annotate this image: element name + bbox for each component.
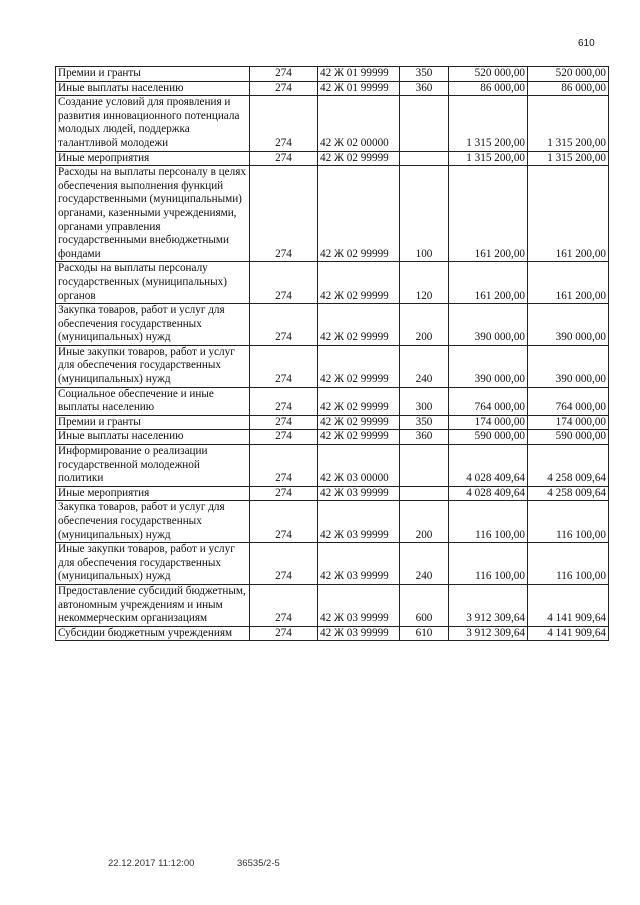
- budget-table: [55, 66, 609, 641]
- row-vr-cell: 120: [400, 262, 449, 304]
- row-csr-cell: 42 Ж 03 99999: [318, 486, 400, 501]
- row-csr-cell: 42 Ж 03 00000: [318, 445, 400, 487]
- row-csr-cell: 42 Ж 02 99999: [318, 262, 400, 304]
- row-sum-2017-cell: 4 028 409,64: [449, 445, 528, 487]
- row-name-cell: Субсидии бюджетным учреждениям: [56, 626, 250, 641]
- row-vr-cell: [400, 445, 449, 487]
- row-vr-cell: 200: [400, 304, 449, 346]
- row-ved-cell: 274: [250, 345, 318, 387]
- row-vr-cell: 600: [400, 584, 449, 626]
- row-sum-2017-cell: 390 000,00: [449, 345, 528, 387]
- row-csr-cell: 42 Ж 02 99999: [318, 345, 400, 387]
- row-sum-2017-cell: 161 200,00: [449, 262, 528, 304]
- row-sum-2018-cell: 590 000,00: [528, 430, 609, 445]
- row-vr-cell: 360: [400, 430, 449, 445]
- row-vr-cell: 350: [400, 415, 449, 430]
- row-name-cell: Информирование о реализации государственной молодежной политики: [56, 445, 250, 487]
- footer-doc-code: 36535/2-5: [237, 858, 280, 869]
- table-row: [56, 151, 609, 166]
- row-sum-2017-cell: 3 912 309,64: [449, 584, 528, 626]
- row-csr-cell: 42 Ж 03 99999: [318, 584, 400, 626]
- row-csr-cell: 42 Ж 02 99999: [318, 415, 400, 430]
- table-row: [56, 626, 609, 641]
- table-row: [56, 415, 609, 430]
- table-row: [56, 543, 609, 585]
- table-row: [56, 486, 609, 501]
- row-sum-2017-cell: 4 028 409,64: [449, 486, 528, 501]
- row-ved-cell: 274: [250, 166, 318, 262]
- table-row: [56, 430, 609, 445]
- table-row: [56, 445, 609, 487]
- budget-table-body: [56, 67, 609, 641]
- row-sum-2018-cell: 4 141 909,64: [528, 584, 609, 626]
- row-sum-2018-cell: 390 000,00: [528, 345, 609, 387]
- row-sum-2017-cell: 161 200,00: [449, 166, 528, 262]
- row-csr-cell: 42 Ж 01 99999: [318, 67, 400, 82]
- row-name-cell: Иные выплаты населению: [56, 81, 250, 96]
- row-name-cell: Социальное обеспечение и иные выплаты населению: [56, 387, 250, 415]
- row-sum-2018-cell: 764 000,00: [528, 387, 609, 415]
- row-sum-2018-cell: 4 258 009,64: [528, 486, 609, 501]
- row-sum-2018-cell: 1 315 200,00: [528, 96, 609, 151]
- row-name-cell: Создание условий для проявления и развития инновационного потенциала молодых людей, поддержка талантливой молодежи: [56, 96, 250, 151]
- row-vr-cell: 300: [400, 387, 449, 415]
- row-sum-2018-cell: 161 200,00: [528, 262, 609, 304]
- row-ved-cell: 274: [250, 501, 318, 543]
- row-sum-2017-cell: 116 100,00: [449, 501, 528, 543]
- row-sum-2017-cell: 1 315 200,00: [449, 151, 528, 166]
- row-name-cell: Расходы на выплаты персоналу в целях обеспечения выполнения функций государственными (муниципальными) органами, казенными учреждениями, органами управления государственными внебюджетными фондами: [56, 166, 250, 262]
- row-csr-cell: 42 Ж 03 99999: [318, 543, 400, 585]
- row-sum-2017-cell: 764 000,00: [449, 387, 528, 415]
- row-vr-cell: 610: [400, 626, 449, 641]
- row-ved-cell: 274: [250, 543, 318, 585]
- row-sum-2017-cell: 3 912 309,64: [449, 626, 528, 641]
- row-csr-cell: 42 Ж 02 99999: [318, 387, 400, 415]
- table-row: [56, 584, 609, 626]
- row-vr-cell: 360: [400, 81, 449, 96]
- row-sum-2018-cell: 116 100,00: [528, 501, 609, 543]
- row-ved-cell: 274: [250, 81, 318, 96]
- row-name-cell: Иные выплаты населению: [56, 430, 250, 445]
- row-ved-cell: 274: [250, 430, 318, 445]
- table-row: [56, 166, 609, 262]
- row-ved-cell: 274: [250, 486, 318, 501]
- row-sum-2017-cell: 116 100,00: [449, 543, 528, 585]
- row-sum-2018-cell: 116 100,00: [528, 543, 609, 585]
- row-sum-2018-cell: 4 141 909,64: [528, 626, 609, 641]
- page-number: 610: [578, 38, 595, 49]
- row-sum-2017-cell: 590 000,00: [449, 430, 528, 445]
- table-row: [56, 262, 609, 304]
- row-csr-cell: 42 Ж 01 99999: [318, 81, 400, 96]
- row-ved-cell: 274: [250, 626, 318, 641]
- row-name-cell: Иные мероприятия: [56, 486, 250, 501]
- row-sum-2018-cell: 520 000,00: [528, 67, 609, 82]
- row-sum-2017-cell: 1 315 200,00: [449, 96, 528, 151]
- row-csr-cell: 42 Ж 02 99999: [318, 166, 400, 262]
- row-ved-cell: 274: [250, 67, 318, 82]
- row-csr-cell: 42 Ж 03 99999: [318, 501, 400, 543]
- row-sum-2018-cell: 86 000,00: [528, 81, 609, 96]
- row-sum-2018-cell: 161 200,00: [528, 166, 609, 262]
- footer-datetime: 22.12.2017 11:12:00: [108, 858, 195, 869]
- row-ved-cell: 274: [250, 96, 318, 151]
- row-csr-cell: 42 Ж 02 99999: [318, 430, 400, 445]
- row-name-cell: Иные закупки товаров, работ и услуг для обеспечения государственных (муниципальных) нужд: [56, 345, 250, 387]
- table-row: [56, 67, 609, 82]
- row-csr-cell: 42 Ж 02 00000: [318, 96, 400, 151]
- row-sum-2017-cell: 86 000,00: [449, 81, 528, 96]
- row-name-cell: Премии и гранты: [56, 67, 250, 82]
- table-row: [56, 304, 609, 346]
- row-name-cell: Иные мероприятия: [56, 151, 250, 166]
- row-ved-cell: 274: [250, 415, 318, 430]
- row-name-cell: Расходы на выплаты персоналу государственных (муниципальных) органов: [56, 262, 250, 304]
- row-vr-cell: [400, 151, 449, 166]
- row-ved-cell: 274: [250, 445, 318, 487]
- row-name-cell: Закупка товаров, работ и услуг для обеспечения государственных (муниципальных) нужд: [56, 304, 250, 346]
- row-vr-cell: 200: [400, 501, 449, 543]
- row-vr-cell: 100: [400, 166, 449, 262]
- row-sum-2017-cell: 390 000,00: [449, 304, 528, 346]
- row-csr-cell: 42 Ж 02 99999: [318, 304, 400, 346]
- row-ved-cell: 274: [250, 584, 318, 626]
- row-name-cell: Иные закупки товаров, работ и услуг для обеспечения государственных (муниципальных) нужд: [56, 543, 250, 585]
- row-ved-cell: 274: [250, 387, 318, 415]
- table-row: [56, 96, 609, 151]
- row-sum-2017-cell: 174 000,00: [449, 415, 528, 430]
- row-ved-cell: 274: [250, 151, 318, 166]
- row-sum-2017-cell: 520 000,00: [449, 67, 528, 82]
- row-vr-cell: 240: [400, 543, 449, 585]
- row-vr-cell: 240: [400, 345, 449, 387]
- table-row: [56, 501, 609, 543]
- row-ved-cell: 274: [250, 262, 318, 304]
- table-row: [56, 345, 609, 387]
- row-vr-cell: [400, 96, 449, 151]
- row-sum-2018-cell: 4 258 009,64: [528, 445, 609, 487]
- row-sum-2018-cell: 174 000,00: [528, 415, 609, 430]
- table-row: [56, 81, 609, 96]
- row-name-cell: Премии и гранты: [56, 415, 250, 430]
- row-csr-cell: 42 Ж 03 99999: [318, 626, 400, 641]
- row-sum-2018-cell: 390 000,00: [528, 304, 609, 346]
- row-name-cell: Предоставление субсидий бюджетным, автономным учреждениям и иным некоммерческим организациям: [56, 584, 250, 626]
- row-name-cell: Закупка товаров, работ и услуг для обеспечения государственных (муниципальных) нужд: [56, 501, 250, 543]
- row-vr-cell: 350: [400, 67, 449, 82]
- row-vr-cell: [400, 486, 449, 501]
- row-ved-cell: 274: [250, 304, 318, 346]
- table-row: [56, 387, 609, 415]
- row-csr-cell: 42 Ж 02 99999: [318, 151, 400, 166]
- row-sum-2018-cell: 1 315 200,00: [528, 151, 609, 166]
